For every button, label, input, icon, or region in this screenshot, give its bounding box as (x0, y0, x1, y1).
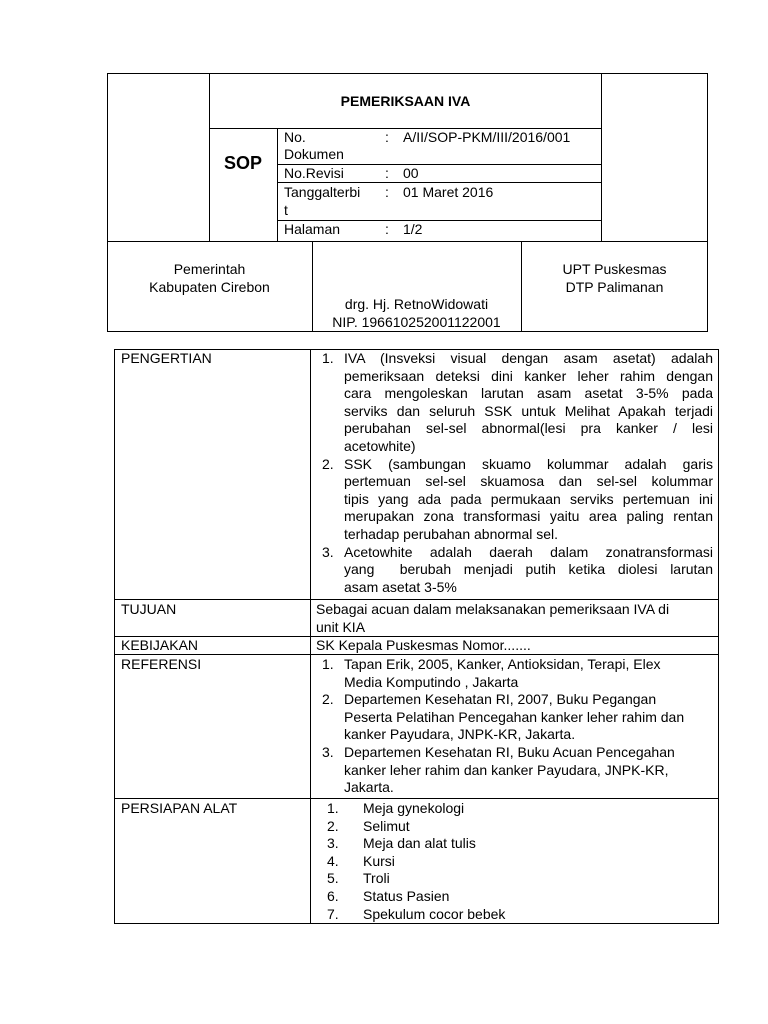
list-item (327, 906, 707, 924)
section-label: PERSIAPAN ALAT (121, 800, 238, 816)
right-org-line: UPT Puskesmas (562, 261, 667, 277)
list-item (327, 870, 707, 888)
text-line: Acetowhite adalah daerah dalam zonatransformasi (344, 543, 713, 560)
text-line: pertemuan sel-sel skuamosa dan sel-sel kolummar (344, 473, 713, 490)
text-line: acetowhite) (344, 437, 416, 454)
field-separator: : (385, 165, 389, 181)
list-text: Meja dan alat tulis (363, 835, 476, 852)
signer-name: drg. Hj. RetnoWidowati (344, 296, 489, 312)
field-value: 01 Maret 2016 (403, 184, 494, 200)
text-line: SSK (sambungan skuamo kolummar adalah garis (344, 455, 713, 472)
left-org-line: Pemerintah (173, 261, 246, 277)
list-text: Selimut (363, 817, 410, 834)
section-label: TUJUAN (121, 601, 177, 617)
field-label: No. (284, 129, 306, 145)
list-item (327, 835, 707, 853)
section-label: PENGERTIAN (121, 350, 212, 366)
list-number: 2. (322, 691, 334, 708)
field-label: Tanggalterbi (284, 184, 361, 200)
list-number: 1. (322, 350, 334, 366)
list-item (327, 853, 707, 871)
list-number: 3. (327, 835, 339, 852)
list-number: 7. (327, 905, 339, 922)
list-item (327, 888, 707, 906)
text-line: Departemen Kesehatan RI, 2007, Buku Pegangan (344, 691, 657, 708)
field-label: Halaman (284, 221, 341, 237)
text-line: merupakan zona transformasi yaitu area paling rentan (344, 508, 713, 525)
left-org-line: Kabupaten Cirebon (149, 279, 270, 295)
text-line: Departemen Kesehatan RI, Buku Acuan Pencegahan (344, 743, 675, 760)
list-item (322, 656, 713, 691)
text-line: kanker Payudara, JNPK-KR, Jakarta. (344, 726, 576, 743)
text-line: tipis yang ada pada permukaan serviks pertemuan ini (344, 490, 713, 507)
list-text: Troli (363, 870, 390, 887)
field-separator: : (385, 184, 389, 200)
list-number: 5. (327, 870, 339, 887)
text-line: asam asetat 3-5% (344, 578, 457, 595)
signer-nip: NIP. 196610252001122001 (332, 314, 501, 330)
field-value: A/II/SOP-PKM/III/2016/001 (403, 129, 571, 145)
field-label: t (284, 202, 288, 218)
list-number: 3. (322, 543, 334, 560)
text-line: unit KIA (316, 619, 366, 635)
list-number: 1. (322, 656, 334, 672)
list-number: 1. (327, 800, 339, 816)
list-item (327, 818, 707, 836)
text-line: Peserta Pelatihan Pencegahan kanker leher rahim dan (344, 708, 685, 725)
text-line: terhadap perubahan abnormal sel. (344, 525, 559, 542)
text-line: serviks dan seluruh SSK untuk Melihat Apakah terjadi (344, 402, 713, 419)
text-line: kanker leher rahim dan kanker Payudara, JNPK-KR, (344, 761, 669, 778)
list-number: 3. (322, 743, 334, 760)
list-item (327, 800, 707, 818)
field-separator: : (385, 221, 389, 237)
document-title: PEMERIKSAAN IVA (340, 93, 471, 109)
list-text: Kursi (363, 852, 395, 869)
text-line: Media Komputindo , Jakarta (344, 673, 519, 690)
sop-label: SOP (223, 153, 262, 173)
text-line: Sebagai acuan dalam melaksanakan pemeriksaan IVA di (316, 601, 670, 617)
list-number: 4. (327, 852, 339, 869)
field-value: 00 (403, 165, 419, 181)
field-separator: : (385, 129, 389, 145)
text-line: pemeriksaan deteksi dini kanker leher rahim dengan (344, 367, 713, 384)
list-item (322, 456, 713, 544)
list-number: 6. (327, 887, 339, 904)
field-label: Dokumen (284, 146, 344, 162)
field-value: 1/2 (403, 221, 423, 237)
text-line: SK Kepala Puskesmas Nomor....... (316, 637, 531, 653)
text-line: Tapan Erik, 2005, Kanker, Antioksidan, Terapi, Elex (344, 656, 661, 672)
list-number: 2. (327, 817, 339, 834)
section-label: REFERENSI (121, 656, 202, 672)
list-text: Spekulum cocor bebek (363, 905, 506, 922)
text-line: yang berubah menjadi putih ketika diolesi larutan (344, 561, 713, 578)
text-line: cara mengoleskan larutan asam asetat 3-5% pada (344, 385, 713, 402)
field-label: No.Revisi (284, 165, 344, 181)
text-line: Jakarta. (344, 779, 394, 796)
text-line: perubahan sel-sel abnormal(lesi pra kanker / lesi (344, 420, 713, 437)
list-text: Meja gynekologi (363, 800, 465, 816)
list-item (322, 744, 713, 797)
right-org-line: DTP Palimanan (565, 279, 664, 295)
list-item (322, 691, 713, 744)
section-label: KEBIJAKAN (121, 637, 199, 653)
list-item (322, 350, 713, 456)
text-line: IVA (Insveksi visual dengan asam asetat) adalah (344, 350, 713, 366)
list-number: 2. (322, 455, 334, 472)
list-text: Status Pasien (363, 887, 450, 904)
list-item (322, 544, 713, 597)
